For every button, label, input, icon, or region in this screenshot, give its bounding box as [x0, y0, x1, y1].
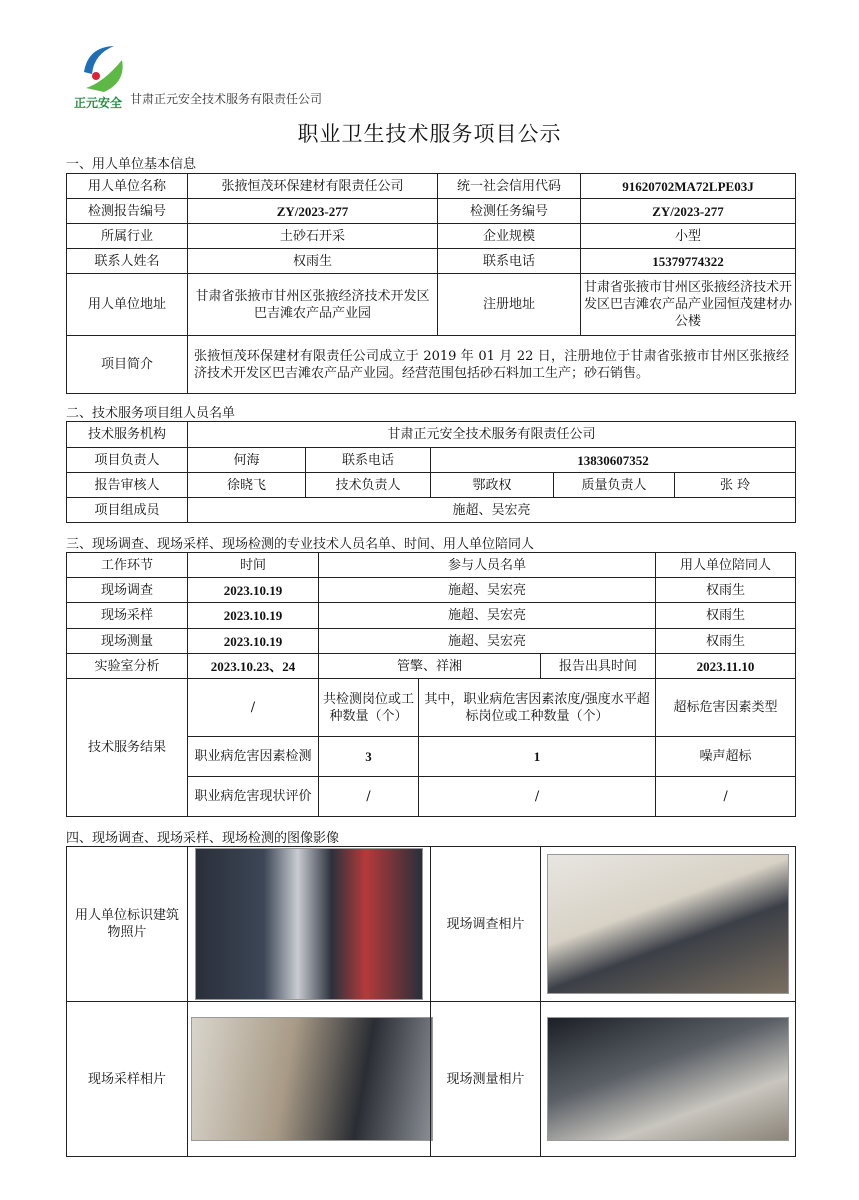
header-company: 甘肃正元安全技术服务有限责任公司 — [130, 92, 323, 106]
label: 技术服务机构 — [67, 422, 188, 448]
value: 15379774322 — [581, 249, 796, 274]
sampling-photo — [191, 1017, 433, 1141]
label: 项目组成员 — [67, 498, 188, 523]
escort: 权雨生 — [656, 603, 796, 629]
header: 工作环节 — [67, 553, 188, 578]
value: 徐晓飞 — [188, 473, 306, 498]
people: 施超、吴宏亮 — [319, 603, 656, 629]
value: 甘肃正元安全技术服务有限责任公司 — [188, 422, 796, 448]
label: 检测任务编号 — [438, 199, 581, 224]
section-heading: 一、用人单位基本信息 — [66, 157, 197, 172]
table-row — [67, 654, 796, 679]
team-table — [66, 421, 796, 523]
value: 甘肃省张掖市甘州区张掖经济技术开发区巴吉滩农产品产业园 — [188, 274, 438, 336]
label: 现场采样相片 — [67, 1002, 188, 1157]
header: 其中，职业病危害因素浓度/强度水平超标岗位或工种数量（个） — [419, 679, 656, 737]
header: 超标危害因素类型 — [656, 679, 796, 737]
measurement-photo — [547, 1017, 789, 1141]
fieldwork-table — [66, 552, 796, 817]
label: 用人单位地址 — [67, 274, 188, 336]
value: 权雨生 — [188, 249, 438, 274]
survey-photo — [547, 854, 789, 994]
stage: 现场调查 — [67, 578, 188, 603]
label: 联系电话 — [438, 249, 581, 274]
label: 项目简介 — [67, 336, 188, 394]
label: 项目负责人 — [67, 448, 188, 473]
label: 现场测量相片 — [431, 1002, 541, 1157]
total: / — [319, 777, 419, 817]
value: ZY/2023-277 — [188, 199, 438, 224]
exceed: / — [419, 777, 656, 817]
header: 参与人员名单 — [319, 553, 656, 578]
value: 土砂石开采 — [188, 224, 438, 249]
stage: 现场测量 — [67, 629, 188, 654]
table-row — [67, 603, 796, 629]
value: 小型 — [581, 224, 796, 249]
building-photo — [195, 848, 423, 1000]
stage: 实验室分析 — [67, 654, 188, 679]
value: 甘肃省张掖市甘州区张掖经济技术开发区巴吉滩农产品产业园恒茂建材办公楼 — [581, 274, 796, 336]
label: 检测报告编号 — [67, 199, 188, 224]
type: / — [656, 777, 796, 817]
value: / — [188, 679, 319, 737]
label: 所属行业 — [67, 224, 188, 249]
date: 2023.10.19 — [188, 629, 319, 654]
stage: 现场采样 — [67, 603, 188, 629]
exceed: 1 — [419, 737, 656, 777]
total: 3 — [319, 737, 419, 777]
header: 共检测岗位或工种数量（个） — [319, 679, 419, 737]
date: 2023.10.23、24 — [188, 654, 319, 679]
label: 用人单位名称 — [67, 174, 188, 199]
label: 质量负责人 — [554, 473, 675, 498]
value: 张掖恒茂环保建材有限责任公司 — [188, 174, 438, 199]
photo-cell — [541, 847, 796, 1002]
label: 统一社会信用代码 — [438, 174, 581, 199]
logo-text: 正元安全 — [74, 96, 123, 110]
project-intro: 张掖恒茂环保建材有限责任公司成立于 2019 年 01 月 22 日，注册地位于甘肃省张掖市甘州区张掖经济技术开发区巴吉滩农产品产业园。经营范围包括砂石料加工生产；砂石销售。 — [188, 336, 796, 394]
label: 用人单位标识建筑物照片 — [67, 847, 188, 1002]
item: 职业病危害现状评价 — [188, 777, 319, 817]
table-row — [67, 629, 796, 654]
date: 2023.10.19 — [188, 578, 319, 603]
value: 91620702MA72LPE03J — [581, 174, 796, 199]
photo-cell — [188, 847, 431, 1002]
label: 现场调查相片 — [431, 847, 541, 1002]
employer-info-table — [66, 173, 796, 394]
label: 技术服务结果 — [67, 679, 188, 817]
value: 施超、吴宏亮 — [188, 498, 796, 523]
header: 时间 — [188, 553, 319, 578]
label: 联系人姓名 — [67, 249, 188, 274]
type: 噪声超标 — [656, 737, 796, 777]
date: 2023.10.19 — [188, 603, 319, 629]
photo-cell — [541, 1002, 796, 1157]
item: 职业病危害因素检测 — [188, 737, 319, 777]
label: 企业规模 — [438, 224, 581, 249]
value: 鄂政权 — [431, 473, 554, 498]
value: 13830607352 — [431, 448, 796, 473]
value: 张 玲 — [675, 473, 796, 498]
escort: 权雨生 — [656, 578, 796, 603]
photo-cell — [188, 1002, 431, 1157]
section-heading: 四、现场调查、现场采样、现场检测的图像影像 — [66, 831, 340, 846]
people: 施超、吴宏亮 — [319, 578, 656, 603]
section-heading: 三、现场调查、现场采样、现场检测的专业技术人员名单、时间、用人单位陪同人 — [66, 537, 535, 552]
label: 技术负责人 — [306, 473, 431, 498]
label: 注册地址 — [438, 274, 581, 336]
header: 用人单位陪同人 — [656, 553, 796, 578]
escort: 权雨生 — [656, 629, 796, 654]
table-row — [67, 578, 796, 603]
value: ZY/2023-277 — [581, 199, 796, 224]
label: 联系电话 — [306, 448, 431, 473]
people: 管擎、祥湘 — [319, 654, 541, 679]
label: 报告审核人 — [67, 473, 188, 498]
report-date: 2023.11.10 — [656, 654, 796, 679]
photo-table — [66, 846, 796, 1157]
people: 施超、吴宏亮 — [319, 629, 656, 654]
value: 何海 — [188, 448, 306, 473]
label: 报告出具时间 — [541, 654, 656, 679]
page-title: 职业卫生技术服务项目公示 — [297, 122, 562, 146]
section-heading: 二、技术服务项目组人员名单 — [66, 406, 236, 421]
